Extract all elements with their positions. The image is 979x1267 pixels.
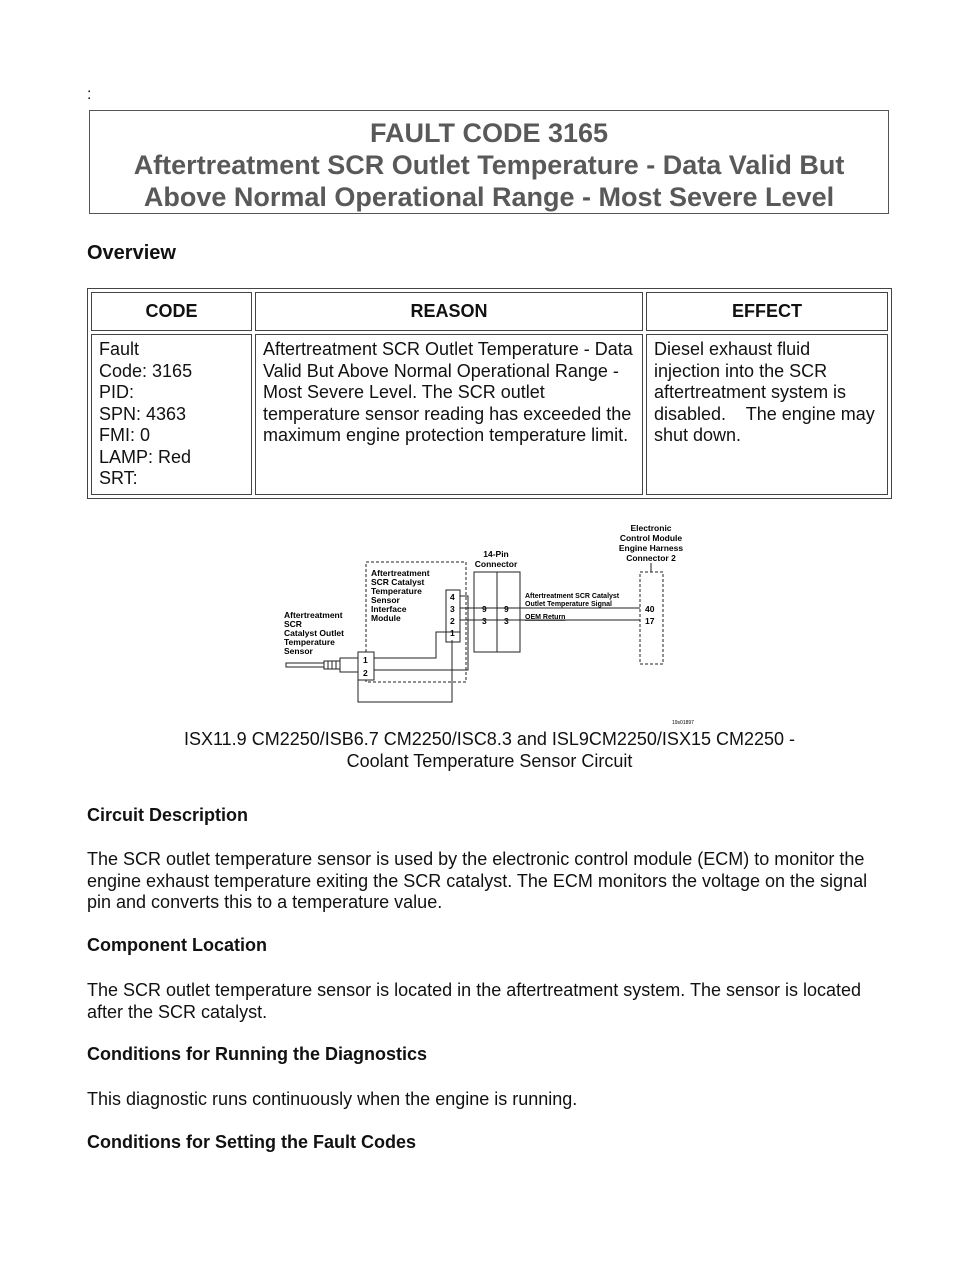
ecm-label-line: Connector 2 <box>626 553 676 563</box>
setting-fault-codes-heading: Conditions for Setting the Fault Codes <box>87 1132 416 1152</box>
module-label-line: Interface <box>371 604 407 614</box>
running-diagnostics-text: This diagnostic runs continuously when the engine is running. <box>87 1089 578 1109</box>
code-line: Code: 3165 <box>99 360 193 381</box>
caption-line: ISX11.9 CM2250/ISB6.7 CM2250/ISC8.3 and ISL9CM2250/ISX15 CM2250 - <box>183 729 795 749</box>
return-label: OEM Return <box>525 614 566 621</box>
figure-id: 19s01897 <box>672 720 694 725</box>
connector-pin: 9 <box>504 604 509 614</box>
sensor-pin: 1 <box>363 655 368 665</box>
sensor-label-line: SCR <box>284 619 302 629</box>
effect-cell: Diesel exhaust fluid injection into the SCR aftertreatment system is disabled. The engine may shut down. <box>646 334 888 495</box>
ecm-label-line: Engine Harness <box>618 543 684 553</box>
component-location-text: The SCR outlet temperature sensor is located in the aftertreatment system. The sensor is located after the SCR catalyst. <box>87 980 862 1022</box>
code-line: SRT: <box>99 468 138 488</box>
signal-label: Outlet Temperature Signal <box>525 601 612 608</box>
table-header-row <box>91 292 888 331</box>
module-label <box>371 568 430 623</box>
code-line: SPN: 4363 <box>99 403 187 424</box>
sensor-label <box>284 610 344 656</box>
table-row <box>91 334 888 495</box>
code-line: FMI: 0 <box>99 425 151 445</box>
module-pin: 1 <box>450 628 455 638</box>
circuit-description-text: The SCR outlet temperature sensor is used by the electronic control module (ECM) to monitor the engine exhaust temperature exiting the SCR catalyst. The ECM monitors the voltage on the signal pin and converts this to a temperature value. <box>87 849 868 912</box>
header-reason: REASON <box>255 292 643 331</box>
ecm-pin: 40 <box>645 604 655 614</box>
ecm-label-line: Control Module <box>619 533 683 543</box>
overview-heading: Overview <box>87 242 176 264</box>
sensor-label-line: Catalyst Outlet <box>284 628 344 638</box>
connector-label <box>475 549 518 569</box>
module-label-line: Temperature <box>371 586 422 596</box>
header-code: CODE <box>91 292 252 331</box>
module-pin: 4 <box>450 592 455 602</box>
caption-line: Coolant Temperature Sensor Circuit <box>346 751 633 771</box>
sensor-label-line: Aftertreatment <box>284 610 343 620</box>
component-location-heading: Component Location <box>87 935 267 955</box>
fault-code-table <box>87 288 892 499</box>
module-label-line: Sensor <box>371 595 400 605</box>
ecm-label-line: Electronic <box>630 523 672 533</box>
module-label-line: Aftertreatment <box>371 568 430 578</box>
reason-cell: Aftertreatment SCR Outlet Temperature - Data Valid But Above Normal Operational Range - Most Severe Level. The SCR outlet temperature sensor reading has exceeded the maximum engine protection temperature limit. <box>255 334 643 495</box>
sensor-probe-icon <box>286 658 358 672</box>
fault-code-title: FAULT CODE 3165 <box>369 118 609 148</box>
figure-caption <box>87 728 892 772</box>
code-line: PID: <box>99 382 135 402</box>
running-diagnostics-heading: Conditions for Running the Diagnostics <box>87 1044 427 1064</box>
connector-pin: 3 <box>504 616 509 626</box>
fault-title-box <box>89 110 889 214</box>
connector-label-line: 14-Pin <box>483 549 509 559</box>
sensor-label-line: Sensor <box>284 646 313 656</box>
module-pin: 2 <box>450 616 455 626</box>
page-mark: : <box>87 86 92 103</box>
header-effect: EFFECT <box>646 292 888 331</box>
circuit-description-heading: Circuit Description <box>87 805 249 825</box>
sensor-label-line: Temperature <box>284 637 335 647</box>
code-cell <box>91 334 252 495</box>
connector-label-line: Connector <box>474 559 518 569</box>
signal-label: Aftertreatment SCR Catalyst <box>525 593 620 600</box>
code-line: Fault <box>99 339 140 359</box>
fault-title-line-2: Aftertreatment SCR Outlet Temperature - Data Valid But <box>133 150 845 180</box>
connector-pin: 3 <box>482 616 487 626</box>
sensor-pin: 2 <box>363 668 368 678</box>
module-label-line: SCR Catalyst <box>371 577 425 587</box>
ecm-label <box>619 523 684 563</box>
ecm-pin: 17 <box>645 616 655 626</box>
module-pin: 3 <box>450 604 455 614</box>
code-line: LAMP: Red <box>99 446 192 467</box>
connector-pin: 9 <box>482 604 487 614</box>
module-label-line: Module <box>371 613 401 623</box>
fault-title-line-3: Above Normal Operational Range - Most Severe Level <box>143 182 835 212</box>
circuit-diagram <box>270 520 710 725</box>
